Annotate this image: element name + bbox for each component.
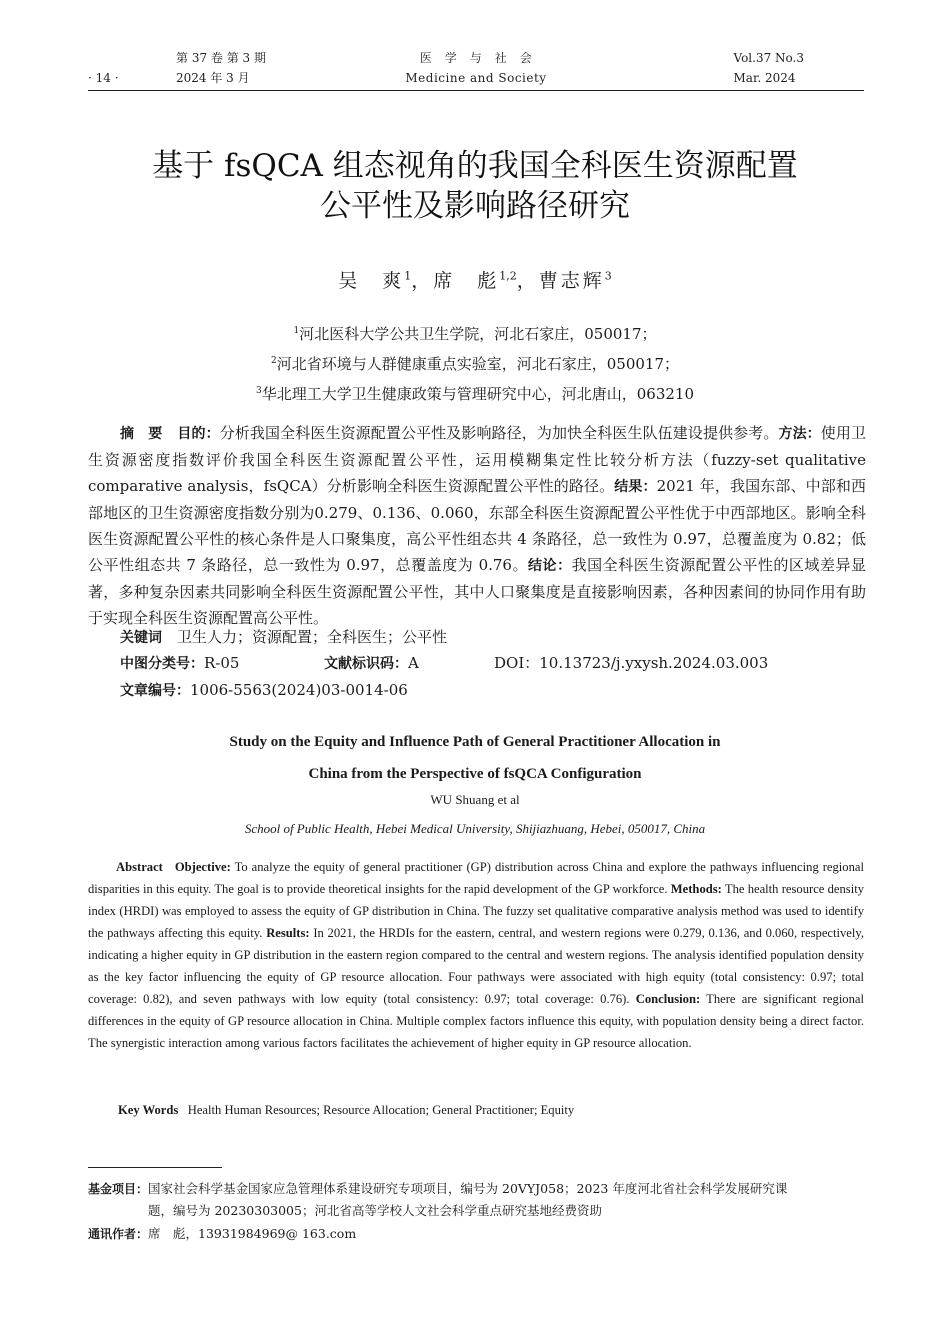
author-en: WU Shuang et al [430, 792, 520, 807]
article-number: 文章编号：1006-5563(2024)03-0014-06 [120, 681, 408, 699]
title-line-1: 基于 fsQCA 组态视角的我国全科医生资源配置 [152, 148, 798, 184]
date-en: Mar. 2024 [733, 71, 796, 85]
doi: DOI：10.13723/j.yxysh.2024.03.003 [494, 654, 769, 672]
author-1: 吴 爽 [338, 270, 405, 292]
abstract-label: 摘 要 [120, 426, 163, 442]
affiliation-en: School of Public Health, Hebei Medical University, Shijiazhuang, Hebei, 050017, China [244, 821, 706, 836]
affiliation-2: $^2$河北省环境与人群健康重点实验室，河北石家庄，050017； [271, 355, 679, 373]
running-header [88, 48, 864, 92]
footnote-rule [88, 1167, 222, 1168]
header-rule [88, 90, 864, 91]
affiliations [0, 318, 950, 408]
date-cn: 2024 年 3 月 [176, 71, 250, 85]
volume-cn: 第 37 卷 第 3 期 [176, 51, 266, 65]
journal-en: Medicine and Society [405, 71, 547, 85]
fund-note: 基金项目：国家社会科学基金国家应急管理体系建设研究专项项目，编号为 20VYJ058；2023 年度河北省社会科学发展研究课 题，编号为 20230303005；河北省高等学校人文社会科学重点研究基地经费资助 [88, 1181, 788, 1218]
title-line-2: 公平性及影响路径研究 [320, 188, 630, 224]
journal-cn: 医 学 与 社 会 [419, 51, 533, 65]
title-en: Study on the Equity and Influence Path of General Practitioner Allocation in China from the Perspective of fsQCA Configuration [229, 734, 721, 782]
page-number: · 14 · [88, 71, 119, 85]
article-title [60, 146, 890, 226]
header-right [734, 48, 805, 88]
keywords-en: Key Words Health Human Resources; Resource Allocation; General Practitioner; Equity [118, 1103, 575, 1117]
keywords-cn: 关键词 卫生人力；资源配置；全科医生；公平性 [120, 628, 448, 646]
volume-en: Vol.37 No.3 [733, 51, 804, 65]
abstract-cn: 摘 要 目的：分析我国全科医生资源配置公平性及影响路径，为加快全科医生队伍建设提供参考。方法：使用卫生资源密度指数评价我国全科医生资源配置公平性，运用模糊集定性比较分析方法（fuzzy-set qualitative comparative analysis，fsQCA）分析影响全科医生资源配置公平性的路径。结果：2021 年，我国东部、中部和西部地区的卫生资源密度指数分别为0.279、0.136、0.060，东部全科医生资源配置公平性优于中西部地区。影响全科医生资源配置公平性的核心条件是人口聚集度，高公平性组态共 4 条路径，总一致性为 0.97，总覆盖度为 0.82；低公平性组态共 7 条路径，总一致性为 0.97，总覆盖度为 0.76。结论：我国全科医生资源配置公平性的区域差异显著，多种复杂因素共同影响全科医生资源配置公平性，其中人口聚集度是直接影响因素，各种因素间的协同作用有助于实现全科医生资源配置高公平性。 [88, 424, 867, 627]
author-2: 席 彪 [433, 270, 500, 292]
corresponding-author: 通讯作者：席 彪，13931984969@ 163.com [88, 1226, 357, 1241]
affiliation-3: $^3$华北理工大学卫生健康政策与管理研究中心，河北唐山，063210 [256, 385, 694, 403]
author-list: 吴 爽$^1$，席 彪$^{1,2}$，曹志辉$^3$ [338, 269, 612, 292]
abstract-en: Abstract Objective: To analyze the equity of general practitioner (GP) distribution across China and explore the pathways influencing regional disparities in this equity. The goal is to provide theoretical insights for the rapid development of the GP workforce. Methods: The health resource density index (HRDI) was employed to assess the equity of GP distribution in China. The fuzzy set qualitative comparative analysis method was used to identify the pathways affecting this equity. Results: In 2021, the HRDIs for the eastern, central, and western regions were 0.279, 0.136, and 0.060, respectively, indicating a higher equity in GP distribution in the eastern region compared to the central and western regions. The analysis identified population density as the key factor influencing the equity of GP resource allocation. Four pathways were associated with high equity (total consistency: 0.97; total coverage: 0.82), and seven pathways with low equity (total consistency: 0.97; total coverage: 0.76). Conclusion: There are significant regional differences in the equity of GP resource allocation in China. Multiple complex factors influence this equity, with population density being a direct factor. The synergistic interaction among various factors facilitates the achievement of higher equity in GP resource allocation. [88, 860, 865, 1050]
author-3: 曹志辉 [538, 270, 605, 292]
affiliation-1: $^1$河北医科大学公共卫生学院，河北石家庄，050017； [293, 325, 657, 343]
